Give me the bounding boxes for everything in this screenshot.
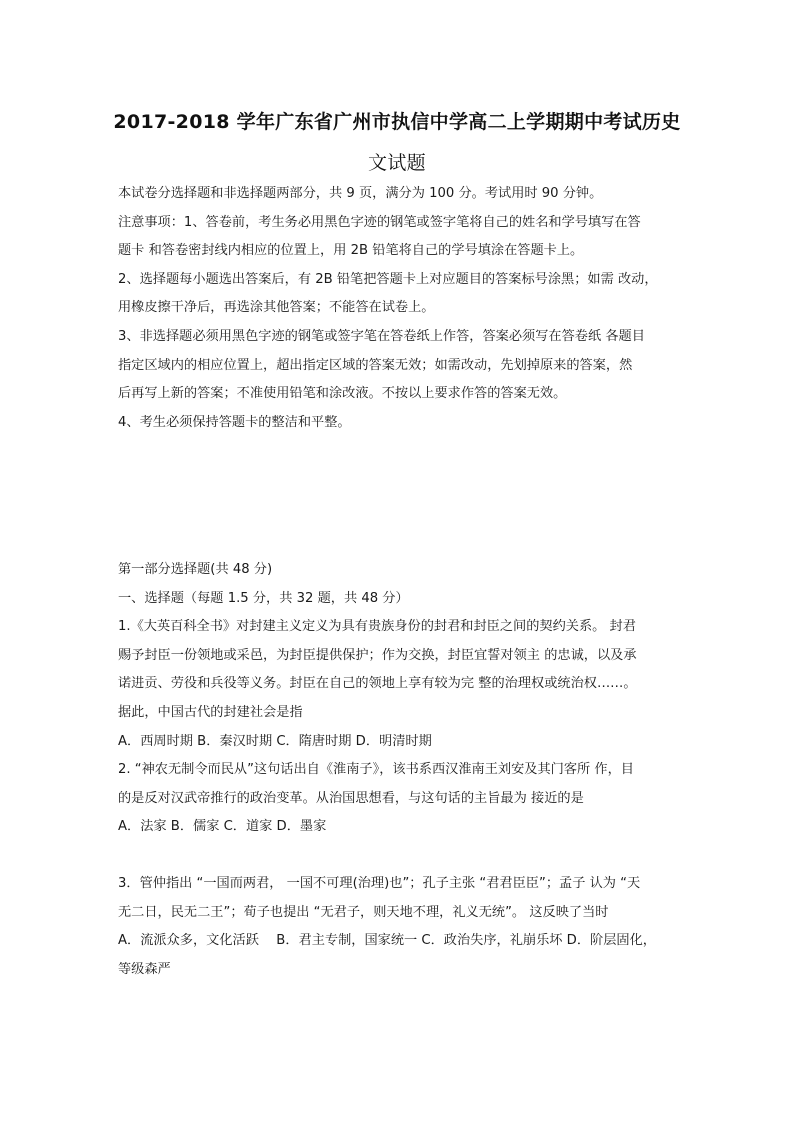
question-options: A．流派众多，文化活跃 B．君主专制，国家统一 C．政治失序，礼崩乐坏 D．阶层固化， (118, 933, 656, 949)
instruction-line: 题卡 和答卷密封线内相应的位置上，用 2B 铅笔将自己的学号填涂在答题卡上。 (118, 243, 584, 259)
instruction-line: 后再写上新的答案；不准使用铅笔和涂改液。不按以上要求作答的答案无效。 (118, 386, 567, 402)
part-subheading: 一、选择题（每题 1.5 分，共 32 题，共 48 分） (118, 590, 409, 606)
question-3 (118, 870, 688, 984)
question-line: 无二日，民无二王”；荀子也提出 “无君子，则天地不理，礼义无统”。 这反映了当时 (118, 904, 609, 920)
question-line: 赐予封臣一份领地或采邑，为封臣提供保护；作为交换，封臣宜誓对领主 的忠诚，以及承 (118, 647, 637, 663)
instruction-line: 指定区域内的相应位置上，超出指定区域的答案无效；如需改动，先划掉原来的答案，然 (118, 357, 633, 373)
question-1 (118, 613, 688, 756)
question-2 (118, 756, 688, 842)
instruction-line: 3、非选择题必须用黑色字迹的钢笔或签字笔在答卷纸上作答，答案必须写在答卷纸 各题目 (118, 328, 645, 344)
exam-title: 2017-2018 学年广东省广州市执信中学高二上学期期中考试历史 (113, 111, 681, 133)
question-options: A．法家 B．儒家 C．道家 D．墨家 (118, 819, 327, 835)
question-line: 1.《大英百科全书》对封建主义定义为具有贵族身份的封君和封臣之间的契约关系。 封君 (118, 619, 636, 635)
question-line: 的是反对汉武帝推行的政治变革。从治国思想看，与这句话的主旨最为 接近的是 (118, 790, 584, 806)
question-options: 等级森严 (118, 961, 171, 977)
question-line: 据此，中国古代的封建社会是指 (118, 704, 303, 720)
part-one-section (118, 556, 688, 984)
question-line: 诺进贡、劳役和兵役等义务。封臣在自己的领地上享有较为完 整的治理权或统治权……。 (118, 676, 637, 692)
exam-title-continued: 文试题 (368, 152, 426, 174)
instruction-line: 4、考生必须保持答题卡的整洁和平整。 (118, 414, 351, 430)
part-heading: 第一部分选择题(共 48 分) (118, 562, 273, 577)
exam-instructions (118, 180, 688, 437)
instruction-line: 本试卷分选择题和非选择题两部分，共 9 页，满分为 100 分。考试用时 90 分钟。 (118, 186, 603, 201)
question-options: A．西周时期 B．秦汉时期 C．隋唐时期 D．明清时期 (118, 733, 432, 749)
question-line: 3．管仲指出 “一国而两君， 一国不可理(治理)也”；孔子主张 “君君臣臣”；孟子 认为 “天 (118, 875, 641, 891)
instruction-line: 注意事项：1、答卷前，考生务必用黑色字迹的钢笔或签字笔将自己的姓名和学号填写在答 (118, 214, 641, 230)
instruction-line: 2、选择题每小题选出答案后，有 2B 铅笔把答题卡上对应题目的答案标号涂黑；如需 改动， (118, 271, 658, 287)
instruction-line: 用橡皮擦干净后，再选涂其他答案；不能答在试卷上。 (118, 300, 435, 316)
question-line: 2. “神农无制令而民从”这句话出自《淮南子》，该书系西汉淮南王刘安及其门客所 作，目 (118, 762, 634, 778)
